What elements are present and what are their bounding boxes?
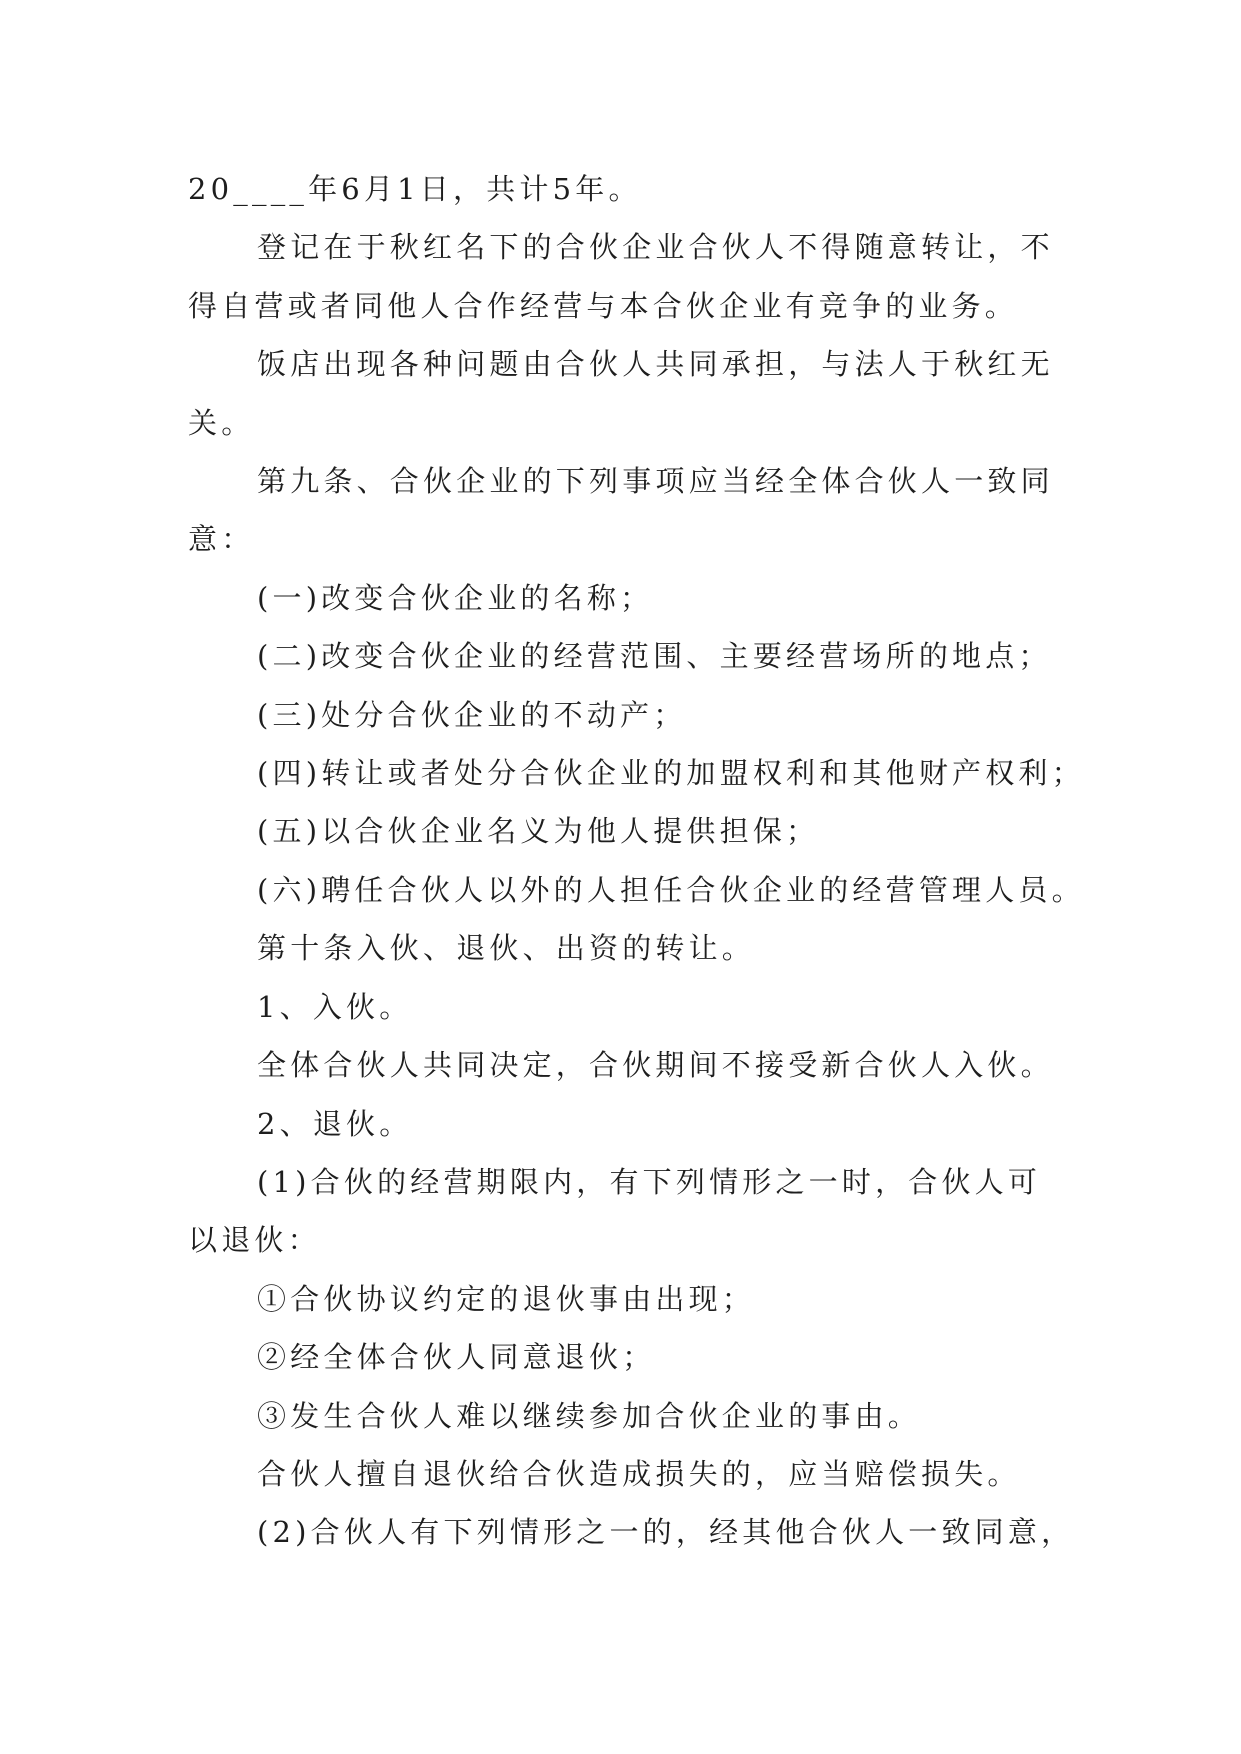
paragraph-liability: 饭店出现各种问题由合伙人共同承担，与法人于秋红无关。 [188, 347, 1054, 440]
list-item-4: (四)转让或者处分合伙企业的加盟权利和其他财产权利； [257, 756, 1085, 791]
list-item-circled-3: ③发生合伙人难以继续参加合伙企业的事由。 [257, 1398, 922, 1433]
paragraph-transfer-restriction: 登记在于秋红名下的合伙企业合伙人不得随意转让，不得自营或者同他人合作经营与本合伙企业有竞争的业务。 [188, 230, 1054, 323]
paragraph-joining-rule: 全体合伙人共同决定，合伙期间不接受新合伙人入伙。 [257, 1048, 1054, 1083]
heading-withdrawal: 2、退伙。 [257, 1106, 413, 1141]
paragraph-article-10: 第十条入伙、退伙、出资的转让。 [257, 931, 756, 966]
list-item-circled-2: ②经全体合伙人同意退伙； [257, 1340, 656, 1375]
list-item-1: (一)改变合伙企业的名称； [257, 580, 654, 615]
heading-joining: 1、入伙。 [257, 989, 413, 1024]
list-item-6: (六)聘任合伙人以外的人担任合伙企业的经营管理人员。 [257, 872, 1085, 907]
list-item-circled-1: ①合伙协议约定的退伙事由出现； [257, 1281, 756, 1316]
document-body [188, 160, 1085, 1562]
list-item-2: (二)改变合伙企业的经营范围、主要经营场所的地点； [257, 639, 1052, 674]
list-item-5: (五)以合伙企业名义为他人提供担保； [257, 814, 820, 849]
paragraph-unauthorized-withdrawal: 合伙人擅自退伙给合伙造成损失的，应当赔偿损失。 [257, 1456, 1021, 1491]
paragraph-expulsion-conditions: (2)合伙人有下列情形之一的，经其他合伙人一致同意， [257, 1515, 1075, 1550]
paragraph-article-9: 第九条、合伙企业的下列事项应当经全体合伙人一致同意： [188, 464, 1054, 557]
list-item-3: (三)处分合伙企业的不动产； [257, 697, 687, 732]
paragraph-date-term: 20____年6月1日，共计5年。 [188, 172, 642, 206]
paragraph-withdrawal-conditions: (1)合伙的经营期限内，有下列情形之一时，合伙人可以退伙： [188, 1164, 1042, 1258]
